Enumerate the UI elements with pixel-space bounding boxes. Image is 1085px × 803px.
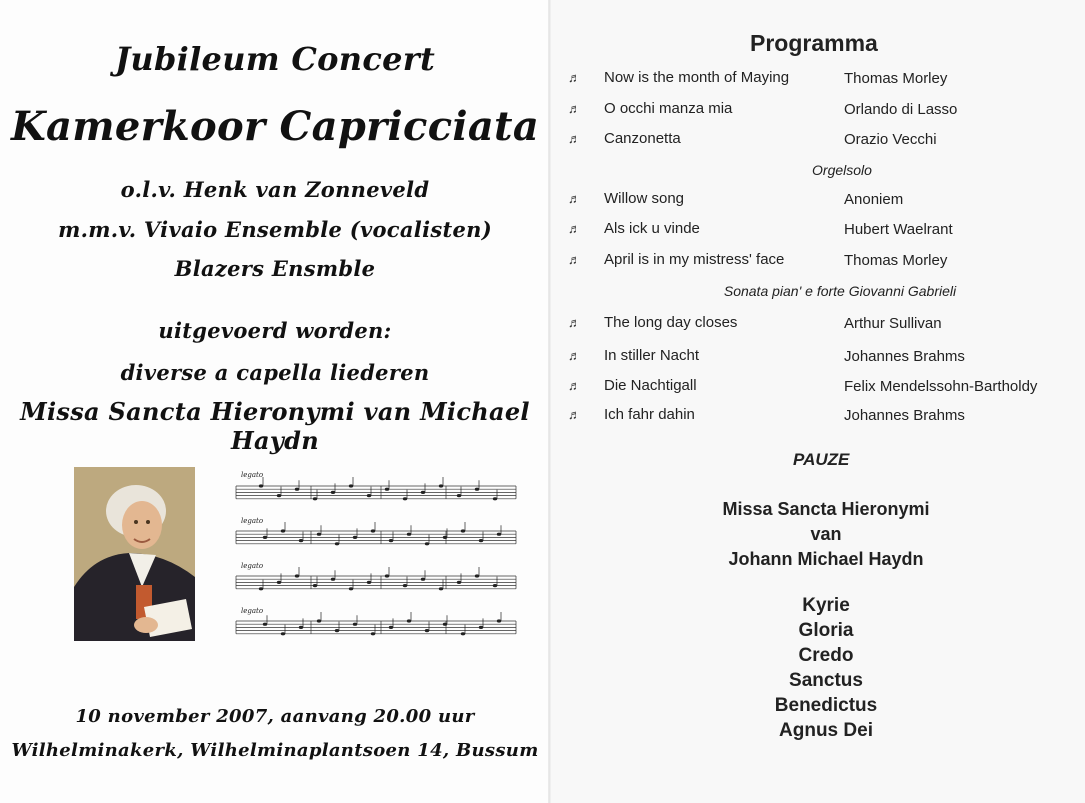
concert-title: Jubileum Concert [114,40,436,78]
piece-title: Die Nachtigall [604,377,697,394]
music-note-icon: ♬ [568,315,581,330]
haydn-portrait [74,467,195,641]
score-label: legato [241,517,264,525]
music-note-icon: ♬ [568,252,581,267]
music-note-icon: ♬ [568,348,581,363]
mass-title-line: Missa Sancta Hieronymi [722,499,930,519]
composer: Felix Mendelssohn-Bartholdy [844,378,1038,395]
choir-name: Kamerkoor Capricciata [10,103,540,150]
composer: Anoniem [844,191,904,208]
mass-line: Missa Sancta Hieronymi van Michael Haydn [20,397,530,455]
pause-label: PAUZE [793,450,850,469]
songs-line: diverse a capella liederen [120,360,430,385]
piece-title: In stiller Nacht [604,347,700,364]
mass-movement: Credo [798,645,854,666]
conductor-line: o.l.v. Henk van Zonneveld [120,177,430,202]
programme-item [568,314,1068,336]
music-note-icon: ♬ [568,191,581,206]
composer: Arthur Sullivan [844,315,942,332]
concert-venue: Wilhelminakerk, Wilhelminaplantsoen 14, Bussum [11,740,539,761]
score-label: legato [241,607,264,615]
ensemble-line: m.m.v. Vivaio Ensemble (vocalisten) [58,217,492,242]
composer: Thomas Morley [844,70,948,87]
interlude-sonata: Sonata pian' e forte Giovanni Gabrieli [723,283,957,299]
programme-item [568,100,1068,122]
music-note-icon: ♬ [568,101,581,116]
piece-title: Willow song [604,190,685,207]
music-note-icon: ♬ [568,221,581,236]
piece-title: O occhi manza mia [604,100,733,117]
mass-movement: Sanctus [789,670,863,691]
composer: Johannes Brahms [844,348,965,365]
programme-item [568,251,1068,273]
concert-date: 10 november 2007, aanvang 20.00 uur [75,706,475,727]
programme-title: Programma [750,30,878,56]
piece-title: Canzonetta [604,130,681,147]
mass-title-line: Johann Michael Haydn [728,549,924,569]
brass-line: Blazers Ensmble [174,256,376,281]
music-note-icon: ♬ [568,131,581,146]
score-label: legato [241,562,264,570]
piece-title: Ich fahr dahin [604,406,695,423]
mass-title-line: van [810,524,842,544]
music-score [231,468,519,646]
mass-movement: Kyrie [802,595,850,616]
mass-movement: Benedictus [774,695,878,716]
programme-item [568,406,1068,428]
composer: Johannes Brahms [844,407,965,424]
programme-item [568,130,1068,152]
composer: Hubert Waelrant [844,221,953,238]
programme-item [568,377,1068,399]
composer: Thomas Morley [844,252,948,269]
programme-item [568,190,1068,212]
programme-item [568,69,1068,91]
composer: Orazio Vecchi [844,131,937,148]
music-note-icon: ♬ [568,378,581,393]
music-note-icon: ♬ [568,70,581,85]
music-note-icon: ♬ [568,407,581,422]
piece-title: The long day closes [604,314,738,331]
piece-title: Als ick u vinde [604,220,700,237]
composer: Orlando di Lasso [844,101,958,118]
performed-heading: uitgevoerd worden: [158,318,392,343]
programme-item [568,220,1068,242]
programme-item [568,347,1068,369]
piece-title: April is in my mistress' face [604,251,785,268]
piece-title: Now is the month of Maying [604,69,790,86]
mass-movement: Gloria [798,620,854,641]
interlude-organ: Orgelsolo [812,162,872,178]
score-label: legato [241,471,264,479]
mass-movement: Agnus Dei [779,720,873,741]
